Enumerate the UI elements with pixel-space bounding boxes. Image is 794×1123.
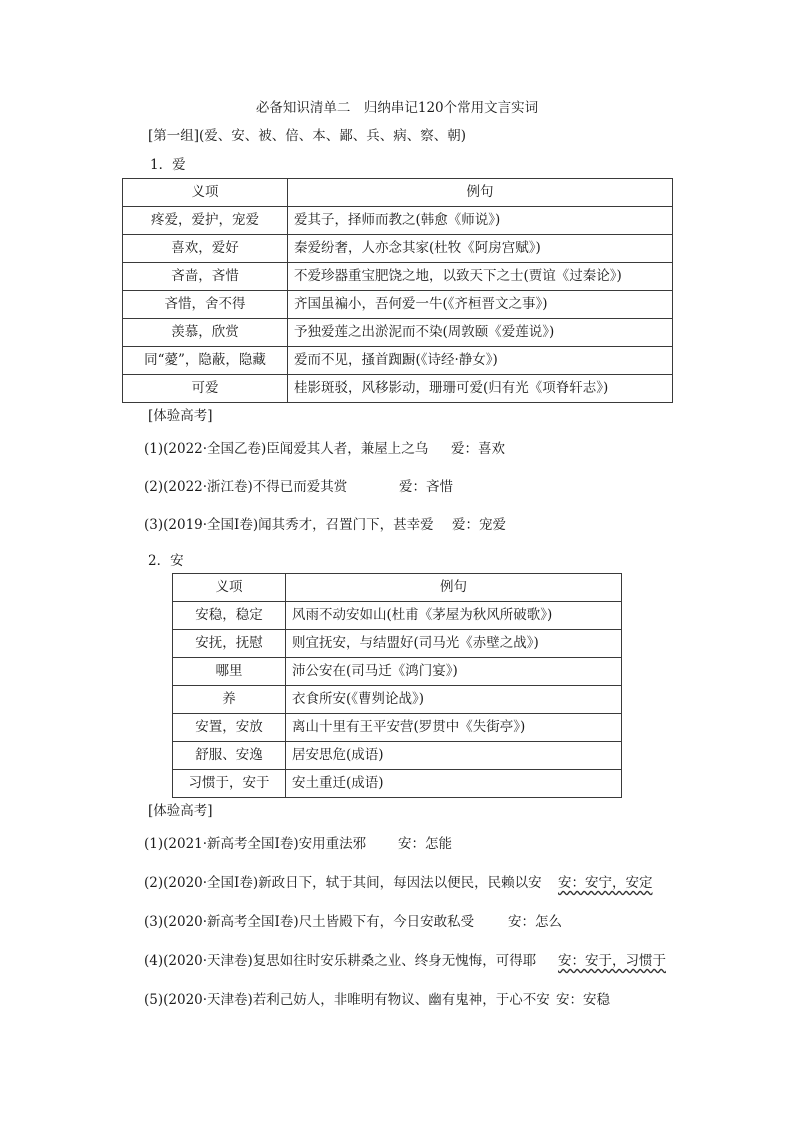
- exam-item: [144, 437, 505, 457]
- exam-question: (3)(2020·新高考全国Ⅰ卷)尺土皆殿下有，今日安敢私受: [144, 914, 475, 930]
- exam-answer: 爱：宠爱: [452, 517, 506, 533]
- header-example: 例句: [286, 574, 622, 602]
- header-example: 例句: [288, 179, 673, 207]
- sense-cell: 安抚，抚慰: [173, 630, 286, 658]
- exam-answer: 安：安于，习惯于: [558, 953, 666, 969]
- example-cell: 秦爱纷奢，人亦念其家(杜牧《阿房宫赋》): [288, 235, 673, 263]
- sense-cell: 舒服、安逸: [173, 742, 286, 770]
- exam-question: (2)(2022·浙江卷)不得已而爱其赏: [144, 479, 348, 495]
- table-row: [173, 742, 622, 770]
- section-heading: 1．爱: [150, 157, 186, 173]
- exam-question: (1)(2022·全国乙卷)臣闻爱其人者，兼屋上之乌: [144, 441, 429, 457]
- sense-cell: 吝惜，舍不得: [123, 291, 288, 319]
- header-sense: 义项: [123, 179, 288, 207]
- table-header-row: [123, 179, 673, 207]
- table-row: [123, 319, 673, 347]
- example-cell: 爱其子，择师而教之(韩愈《师说》): [288, 207, 673, 235]
- header-sense: 义项: [173, 574, 286, 602]
- sense-cell: 习惯于，安于: [173, 770, 286, 798]
- exam-answer: 安：安稳: [556, 992, 610, 1008]
- exam-question: (1)(2021·新高考全国Ⅰ卷)安用重法邪: [144, 836, 367, 852]
- exam-label: [体验高考]: [148, 408, 213, 424]
- exam-item: [144, 475, 453, 495]
- example-cell: 爱而不见，搔首踟蹰(《诗经·静女》): [288, 347, 673, 375]
- exam-answer: 安：怎么: [508, 914, 562, 930]
- exam-item: [144, 871, 653, 891]
- example-cell: 离山十里有王平安营(罗贯中《失街亭》): [286, 714, 622, 742]
- group-title: [第一组](爱、安、被、倍、本、鄙、兵、病、察、朝): [148, 128, 467, 144]
- sense-cell: 养: [173, 686, 286, 714]
- sense-cell: 疼爱，爱护，宠爱: [123, 207, 288, 235]
- example-cell: 予独爱莲之出淤泥而不染(周敦颐《爱莲说》): [288, 319, 673, 347]
- sense-cell: 羡慕，欣赏: [123, 319, 288, 347]
- example-cell: 不爱珍器重宝肥饶之地，以致天下之士(贾谊《过秦论》): [288, 263, 673, 291]
- exam-item: [144, 910, 562, 930]
- sense-cell: 安稳，稳定: [173, 602, 286, 630]
- exam-item: [144, 513, 506, 533]
- sense-cell: 喜欢，爱好: [123, 235, 288, 263]
- sense-cell: 哪里: [173, 658, 286, 686]
- table-row: [123, 291, 673, 319]
- table-row: [123, 207, 673, 235]
- vocab-table-ai: [122, 178, 673, 403]
- example-cell: 齐国虽褊小，吾何爱一牛(《齐桓晋文之事》): [288, 291, 673, 319]
- exam-answer: 安：怎能: [398, 836, 452, 852]
- section-heading: 2．安: [148, 553, 184, 569]
- table-header-row: [173, 574, 622, 602]
- table-row: [123, 263, 673, 291]
- table-row: [173, 686, 622, 714]
- exam-label: [体验高考]: [148, 803, 213, 819]
- exam-answer: 爱：吝惜: [399, 479, 453, 495]
- example-cell: 居安思危(成语): [286, 742, 622, 770]
- exam-question: (3)(2019·全国Ⅰ卷)闻其秀才，召置门下，甚幸爱: [144, 517, 434, 533]
- exam-item: [144, 988, 610, 1008]
- table-row: [173, 714, 622, 742]
- sense-cell: 吝啬，吝惜: [123, 263, 288, 291]
- exam-question: (5)(2020·天津卷)若利己妨人，非唯明有物议、幽有鬼神，于心不安: [144, 992, 550, 1008]
- example-cell: 桂影斑驳，风移影动，珊珊可爱(归有光《项脊轩志》): [288, 375, 673, 403]
- sense-cell: 同“薆”，隐蔽，隐藏: [123, 347, 288, 375]
- exam-item: [144, 949, 666, 969]
- table-row: [173, 602, 622, 630]
- table-row: [123, 375, 673, 403]
- table-row: [173, 770, 622, 798]
- table-row: [123, 235, 673, 263]
- table-row: [123, 347, 673, 375]
- table-row: [173, 630, 622, 658]
- example-cell: 安土重迁(成语): [286, 770, 622, 798]
- table-row: [173, 658, 622, 686]
- example-cell: 沛公安在(司马迁《鸿门宴》): [286, 658, 622, 686]
- vocab-table-an: [172, 573, 622, 798]
- page-title: 必备知识清单二 归纳串记120个常用文言实词: [255, 100, 539, 116]
- sense-cell: 安置，安放: [173, 714, 286, 742]
- exam-answer: 爱：喜欢: [451, 441, 505, 457]
- example-cell: 风雨不动安如山(杜甫《茅屋为秋风所破歌》): [286, 602, 622, 630]
- exam-question: (4)(2020·天津卷)复思如往时安乐耕桑之业、终身无愧悔，可得耶: [144, 953, 537, 969]
- example-cell: 衣食所安(《曹刿论战》): [286, 686, 622, 714]
- exam-question: (2)(2020·全国Ⅰ卷)新政日下，轼于其间，每因法以便民，民赖以安: [144, 875, 542, 891]
- exam-item: [144, 832, 452, 852]
- sense-cell: 可爱: [123, 375, 288, 403]
- example-cell: 则宜抚安，与结盟好(司马光《赤壁之战》): [286, 630, 622, 658]
- exam-answer: 安：安宁，安定: [558, 875, 653, 891]
